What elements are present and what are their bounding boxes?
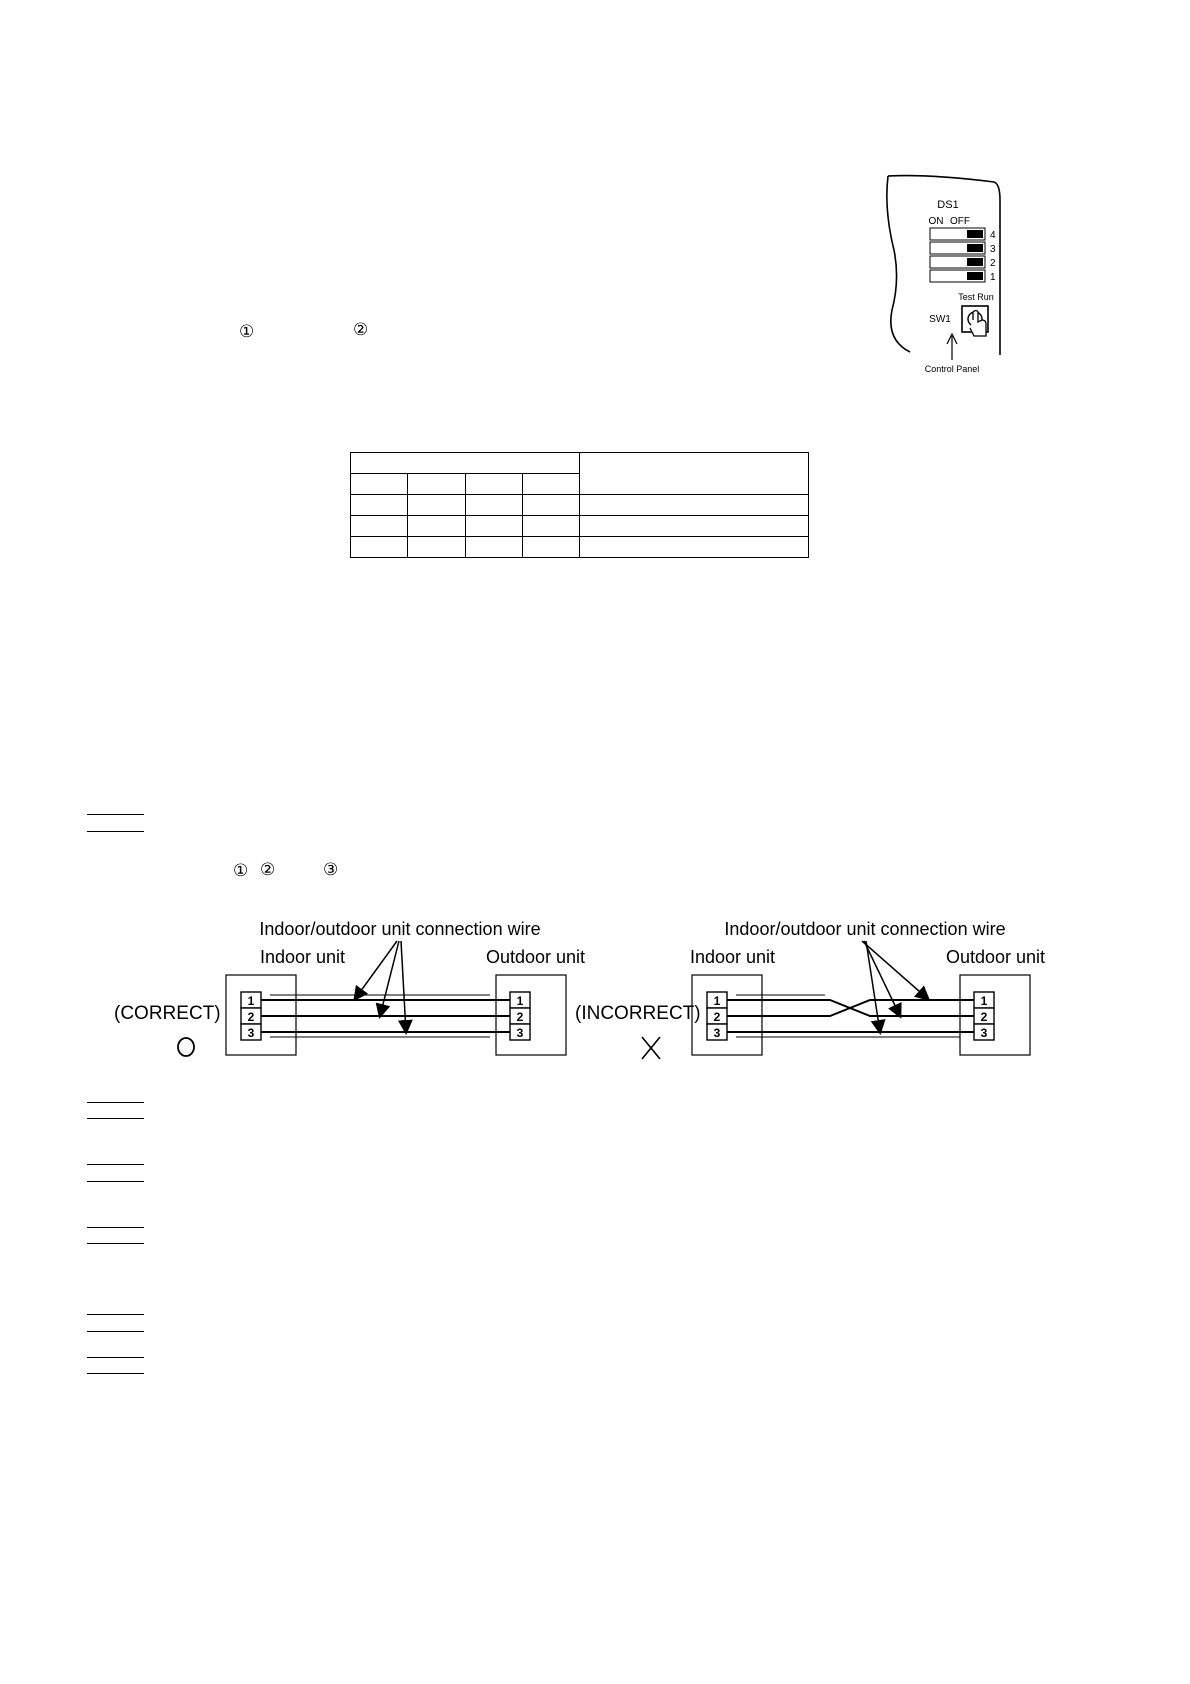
terminal-1: 1 — [713, 994, 721, 1008]
dip-position-1: 1 — [990, 272, 996, 283]
heading-rule — [87, 1164, 144, 1165]
heading-rule — [87, 1357, 144, 1358]
incorrect-connection-wire-label: Indoor/outdoor unit connection wire — [724, 919, 1006, 939]
terminal-1: 1 — [247, 994, 255, 1008]
heading-rule — [87, 1373, 144, 1374]
terminal-3: 3 — [713, 1026, 721, 1040]
correct-connection-wire-label: Indoor/outdoor unit connection wire — [259, 919, 541, 939]
table-cell — [408, 516, 465, 537]
table-cell — [465, 495, 522, 516]
crossed-wire-2 — [727, 1000, 974, 1016]
table-cell — [351, 516, 408, 537]
step-marker-2: ② — [353, 320, 369, 340]
table-row — [351, 453, 809, 474]
table-cell — [408, 537, 465, 558]
terminal-1: 1 — [980, 994, 988, 1008]
incorrect-outdoor-unit-label: Outdoor unit — [946, 947, 1046, 967]
check-marker-3: ③ — [323, 860, 339, 880]
table-cell — [580, 453, 809, 495]
heading-rule — [87, 831, 144, 832]
incorrect-pointer-line — [862, 941, 928, 999]
dip-position-2: 2 — [990, 258, 996, 269]
control-panel-diagram — [870, 170, 1030, 385]
table-cell — [580, 495, 809, 516]
terminal-2: 2 — [980, 1010, 988, 1024]
incorrect-status-label: (INCORRECT) — [575, 1003, 701, 1024]
table-row — [351, 495, 809, 516]
correct-status-label: (CORRECT) — [114, 1003, 221, 1024]
table-cell — [408, 474, 465, 495]
table-row — [351, 537, 809, 558]
terminal-3: 3 — [516, 1026, 524, 1040]
correct-outdoor-unit-label: Outdoor unit — [486, 947, 586, 967]
heading-rule — [87, 1243, 144, 1244]
table-cell — [522, 495, 579, 516]
table-cell — [522, 516, 579, 537]
terminal-3: 3 — [247, 1026, 255, 1040]
sw1-label: SW1 — [929, 314, 951, 325]
dip-position-4: 4 — [990, 230, 996, 241]
on-label: ON — [928, 216, 944, 227]
table-cell — [465, 516, 522, 537]
test-run-label: Test Run — [958, 292, 994, 302]
heading-rule — [87, 1227, 144, 1228]
table-cell — [522, 474, 579, 495]
terminal-2: 2 — [247, 1010, 255, 1024]
correct-indoor-unit-label: Indoor unit — [260, 947, 346, 967]
heading-rule — [87, 1331, 144, 1332]
correct-wiring — [114, 919, 585, 1056]
correct-pointer-line — [401, 941, 406, 1032]
wiring-diagram — [110, 915, 1070, 1065]
control-panel-caption: Control Panel — [924, 364, 980, 374]
heading-rule — [87, 814, 144, 815]
table-row — [351, 516, 809, 537]
dip-setting-table — [350, 452, 809, 558]
heading-rule — [87, 1181, 144, 1182]
incorrect-wiring — [575, 919, 1045, 1059]
dip-switch-block — [930, 228, 985, 282]
table-cell — [465, 537, 522, 558]
terminal-3: 3 — [980, 1026, 988, 1040]
incorrect-pointer-line — [864, 941, 900, 1016]
table-cell — [351, 453, 580, 474]
check-marker-2: ② — [260, 860, 276, 880]
ds1-label: DS1 — [937, 199, 959, 211]
dip-position-3: 3 — [990, 244, 996, 255]
heading-rule — [87, 1118, 144, 1119]
table-cell — [580, 537, 809, 558]
table-cell — [408, 495, 465, 516]
step-marker-1: ① — [239, 322, 255, 342]
heading-rule — [87, 1102, 144, 1103]
table-cell — [351, 474, 408, 495]
terminal-1: 1 — [516, 994, 524, 1008]
correct-pointer-line — [355, 941, 397, 999]
table-cell — [465, 474, 522, 495]
off-label: OFF — [950, 216, 970, 227]
heading-rule — [87, 1314, 144, 1315]
terminal-2: 2 — [516, 1010, 524, 1024]
table-cell — [580, 516, 809, 537]
terminal-2: 2 — [713, 1010, 721, 1024]
table-cell — [351, 537, 408, 558]
table-cell — [351, 495, 408, 516]
correct-mark-icon — [178, 1038, 194, 1056]
incorrect-indoor-unit-label: Indoor unit — [690, 947, 776, 967]
check-marker-1: ① — [233, 861, 249, 881]
table-cell — [522, 537, 579, 558]
